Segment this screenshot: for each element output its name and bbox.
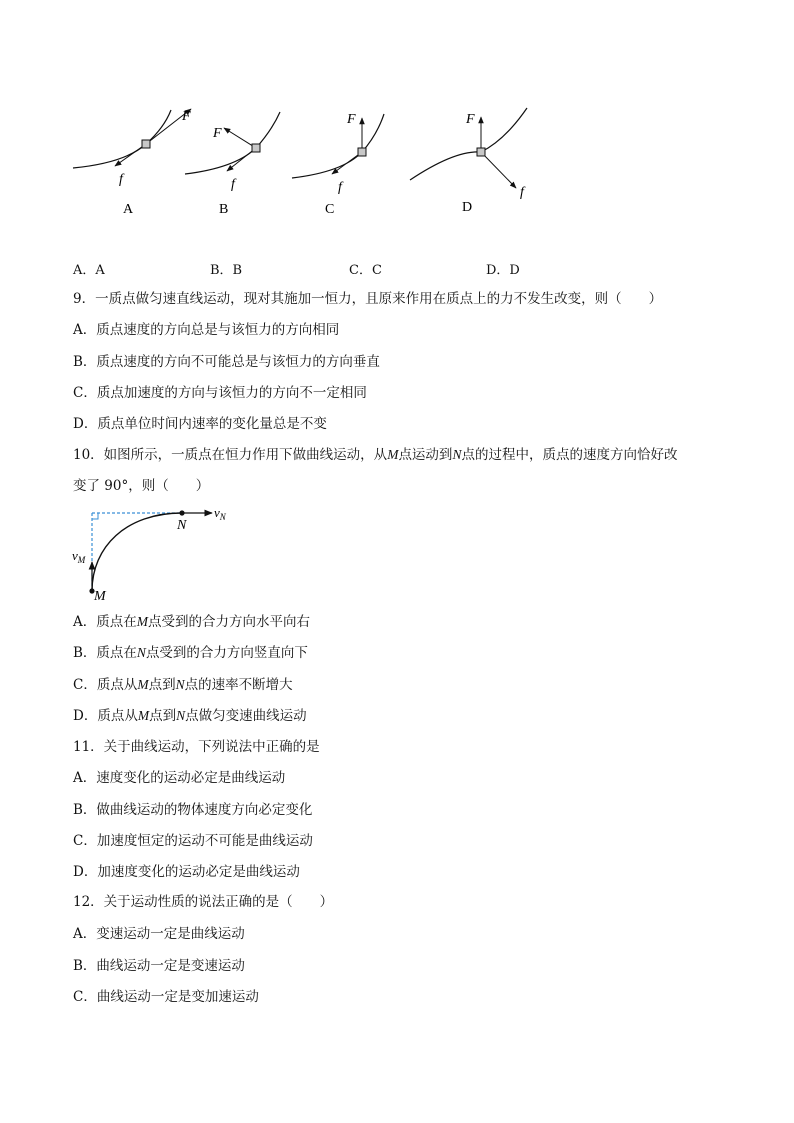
q12-option-c[interactable]: C．曲线运动一定是变加速运动 <box>73 989 259 1005</box>
q9-stem: 9．一质点做匀速直线运动，现对其施加一恒力，且原来作用在质点上的力不发生改变，则（ ） <box>73 291 663 307</box>
q11-option-c[interactable]: C．加速度恒定的运动不可能是曲线运动 <box>73 833 313 849</box>
q12-option-b[interactable]: B．曲线运动一定是变速运动 <box>73 958 245 974</box>
diagram-a-F-label: F <box>182 109 191 124</box>
q10-trajectory-figure <box>66 502 236 602</box>
diagram-b-caption: B <box>219 202 229 217</box>
q11-option-b[interactable]: B．做曲线运动的物体速度方向必定变化 <box>73 802 313 818</box>
diagram-b-F-label: F <box>213 126 222 141</box>
q8-option-d[interactable]: D．D <box>486 263 520 278</box>
vn-label: $v_N$ <box>214 505 226 522</box>
q8-option-b[interactable]: B．B <box>210 263 243 278</box>
diagram-a-f-label: f <box>119 172 123 187</box>
diagram-d <box>410 108 527 215</box>
diagram-c-f-label: f <box>338 180 342 195</box>
q10-stem-line2: 变了 90°，则（ ） <box>73 478 210 494</box>
q9-option-a[interactable]: A．质点速度的方向总是与该恒力的方向相同 <box>73 322 340 338</box>
diagram-a <box>73 109 191 217</box>
q9-option-d[interactable]: D．质点单位时间内速率的变化量总是不变 <box>73 416 327 432</box>
q11-stem: 11．关于曲线运动，下列说法中正确的是 <box>73 739 320 755</box>
diagram-d-F-label: F <box>466 112 475 127</box>
diagram-a-caption: A <box>123 202 134 217</box>
vm-label: $v_M$ <box>72 548 86 565</box>
q10-option-d[interactable]: D．质点从M点到N点做匀变速曲线运动 <box>73 708 307 724</box>
q11-option-a[interactable]: A．速度变化的运动必定是曲线运动 <box>73 770 286 786</box>
q10-stem-var-m: M <box>387 447 399 462</box>
diagram-d-caption: D <box>462 200 473 215</box>
q12-stem: 12．关于运动性质的说法正确的是（ ） <box>73 894 334 910</box>
diagram-d-f-label: f <box>520 185 524 200</box>
diagram-c-F-label: F <box>347 112 356 127</box>
q10-option-c[interactable]: C．质点从M点到N点的速率不断增大 <box>73 677 293 693</box>
q8-option-c[interactable]: C．C <box>349 263 382 278</box>
diagram-c <box>292 112 384 217</box>
q11-option-d[interactable]: D．加速度变化的运动必定是曲线运动 <box>73 864 300 880</box>
q8-option-a[interactable]: A．A <box>73 263 105 278</box>
q9-option-c[interactable]: C．质点加速度的方向与该恒力的方向不一定相同 <box>73 385 367 401</box>
q9-option-b[interactable]: B．质点速度的方向不可能总是与该恒力的方向垂直 <box>73 354 380 370</box>
q8-force-diagrams <box>0 0 794 230</box>
q10-stem-var-n: N <box>452 447 462 462</box>
diagram-b <box>185 112 280 217</box>
q10-stem-line1: 10．如图所示，一质点在恒力作用下做曲线运动，从M点运动到N点的过程中，质点的速度方向恰好改 <box>73 447 678 463</box>
diagram-b-f-label: f <box>231 177 235 192</box>
q10-option-a[interactable]: A．质点在M点受到的合力方向水平向右 <box>73 614 310 630</box>
m-point-label: M <box>94 589 106 602</box>
diagram-c-caption: C <box>325 202 335 217</box>
q10-option-b[interactable]: B．质点在N点受到的合力方向竖直向下 <box>73 645 308 661</box>
q12-option-a[interactable]: A．变速运动一定是曲线运动 <box>73 926 245 942</box>
n-point-label: N <box>177 518 187 533</box>
